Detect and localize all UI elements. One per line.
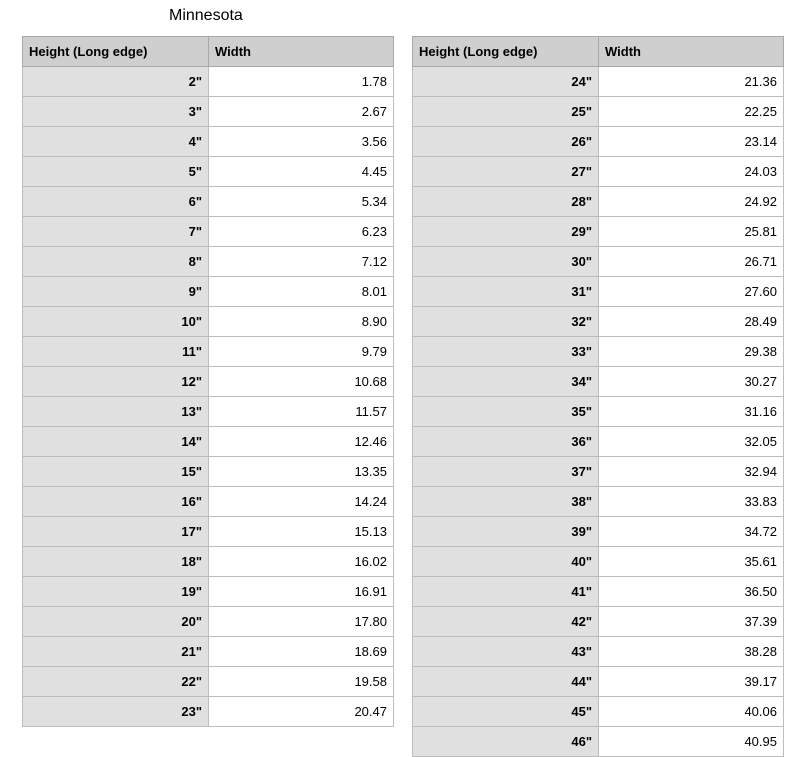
width-cell: 9.79 [209,337,394,367]
width-cell: 34.72 [599,517,784,547]
height-cell: 33" [413,337,599,367]
table-row [413,607,784,637]
height-cell: 32" [413,307,599,337]
table-row [23,277,394,307]
table-row [23,157,394,187]
height-cell: 23" [23,697,209,727]
width-cell: 16.02 [209,547,394,577]
table-row [23,427,394,457]
height-cell: 36" [413,427,599,457]
height-cell: 41" [413,577,599,607]
height-cell: 6" [23,187,209,217]
table-row [413,637,784,667]
width-cell: 13.35 [209,457,394,487]
table-row [413,457,784,487]
height-cell: 28" [413,187,599,217]
height-cell: 29" [413,217,599,247]
width-cell: 19.58 [209,667,394,697]
table-row [23,187,394,217]
width-cell: 16.91 [209,577,394,607]
height-cell: 21" [23,637,209,667]
height-cell: 14" [23,427,209,457]
table-row [413,367,784,397]
height-cell: 34" [413,367,599,397]
table-row [23,217,394,247]
width-cell: 40.95 [599,727,784,757]
width-cell: 2.67 [209,97,394,127]
height-cell: 5" [23,157,209,187]
height-cell: 26" [413,127,599,157]
width-cell: 6.23 [209,217,394,247]
height-cell: 30" [413,247,599,277]
table-row [413,307,784,337]
width-cell: 37.39 [599,607,784,637]
height-cell: 44" [413,667,599,697]
width-cell: 1.78 [209,67,394,97]
height-cell: 20" [23,607,209,637]
table-row [23,367,394,397]
table-row [413,547,784,577]
width-cell: 10.68 [209,367,394,397]
table-row [23,517,394,547]
table-row [23,67,394,97]
width-cell: 30.27 [599,367,784,397]
table-row [23,697,394,727]
width-cell: 18.69 [209,637,394,667]
column-header-height: Height (Long edge) [413,37,599,67]
width-cell: 31.16 [599,397,784,427]
column-header-width: Width [599,37,784,67]
table-row [413,217,784,247]
height-cell: 8" [23,247,209,277]
height-cell: 16" [23,487,209,517]
table-row [413,67,784,97]
width-cell: 8.01 [209,277,394,307]
height-cell: 38" [413,487,599,517]
width-cell: 27.60 [599,277,784,307]
height-cell: 11" [23,337,209,367]
table-row [413,187,784,217]
width-cell: 14.24 [209,487,394,517]
height-cell: 37" [413,457,599,487]
table-row [413,247,784,277]
column-header-width: Width [209,37,394,67]
table-row [23,637,394,667]
table-row [413,97,784,127]
width-cell: 39.17 [599,667,784,697]
width-cell: 5.34 [209,187,394,217]
height-cell: 19" [23,577,209,607]
height-cell: 7" [23,217,209,247]
column-header-height: Height (Long edge) [23,37,209,67]
width-cell: 20.47 [209,697,394,727]
table-row [413,157,784,187]
table-row [413,727,784,757]
height-cell: 4" [23,127,209,157]
size-table-left [22,36,394,727]
width-cell: 38.28 [599,637,784,667]
width-cell: 4.45 [209,157,394,187]
width-cell: 40.06 [599,697,784,727]
height-cell: 42" [413,607,599,637]
height-cell: 9" [23,277,209,307]
height-cell: 35" [413,397,599,427]
height-cell: 12" [23,367,209,397]
width-cell: 28.49 [599,307,784,337]
width-cell: 21.36 [599,67,784,97]
width-cell: 3.56 [209,127,394,157]
table-row [413,277,784,307]
height-cell: 46" [413,727,599,757]
size-table-right [412,36,784,757]
table-row [23,97,394,127]
width-cell: 23.14 [599,127,784,157]
table-row [413,337,784,367]
width-cell: 26.71 [599,247,784,277]
height-cell: 13" [23,397,209,427]
height-cell: 24" [413,67,599,97]
table-row [23,547,394,577]
width-cell: 22.25 [599,97,784,127]
height-cell: 31" [413,277,599,307]
height-cell: 25" [413,97,599,127]
width-cell: 36.50 [599,577,784,607]
width-cell: 11.57 [209,397,394,427]
width-cell: 12.46 [209,427,394,457]
table-header-row [23,37,394,67]
table-row [23,457,394,487]
height-cell: 45" [413,697,599,727]
page-title: Minnesota [169,7,243,24]
table-row [413,397,784,427]
table-row [413,487,784,517]
table-row [23,307,394,337]
width-cell: 25.81 [599,217,784,247]
height-cell: 17" [23,517,209,547]
width-cell: 7.12 [209,247,394,277]
width-cell: 32.05 [599,427,784,457]
table-row [23,607,394,637]
table-row [413,577,784,607]
width-cell: 17.80 [209,607,394,637]
width-cell: 29.38 [599,337,784,367]
height-cell: 18" [23,547,209,577]
width-cell: 24.92 [599,187,784,217]
table-row [23,487,394,517]
height-cell: 2" [23,67,209,97]
height-cell: 39" [413,517,599,547]
table-row [413,427,784,457]
height-cell: 10" [23,307,209,337]
height-cell: 43" [413,637,599,667]
table-row [413,127,784,157]
width-cell: 35.61 [599,547,784,577]
table-row [23,247,394,277]
width-cell: 32.94 [599,457,784,487]
table-row [413,667,784,697]
table-row [413,517,784,547]
width-cell: 24.03 [599,157,784,187]
table-row [23,577,394,607]
width-cell: 8.90 [209,307,394,337]
table-row [23,337,394,367]
table-row [413,697,784,727]
table-header-row [413,37,784,67]
height-cell: 22" [23,667,209,697]
width-cell: 33.83 [599,487,784,517]
height-cell: 15" [23,457,209,487]
table-row [23,397,394,427]
height-cell: 27" [413,157,599,187]
height-cell: 40" [413,547,599,577]
table-row [23,667,394,697]
height-cell: 3" [23,97,209,127]
table-row [23,127,394,157]
width-cell: 15.13 [209,517,394,547]
